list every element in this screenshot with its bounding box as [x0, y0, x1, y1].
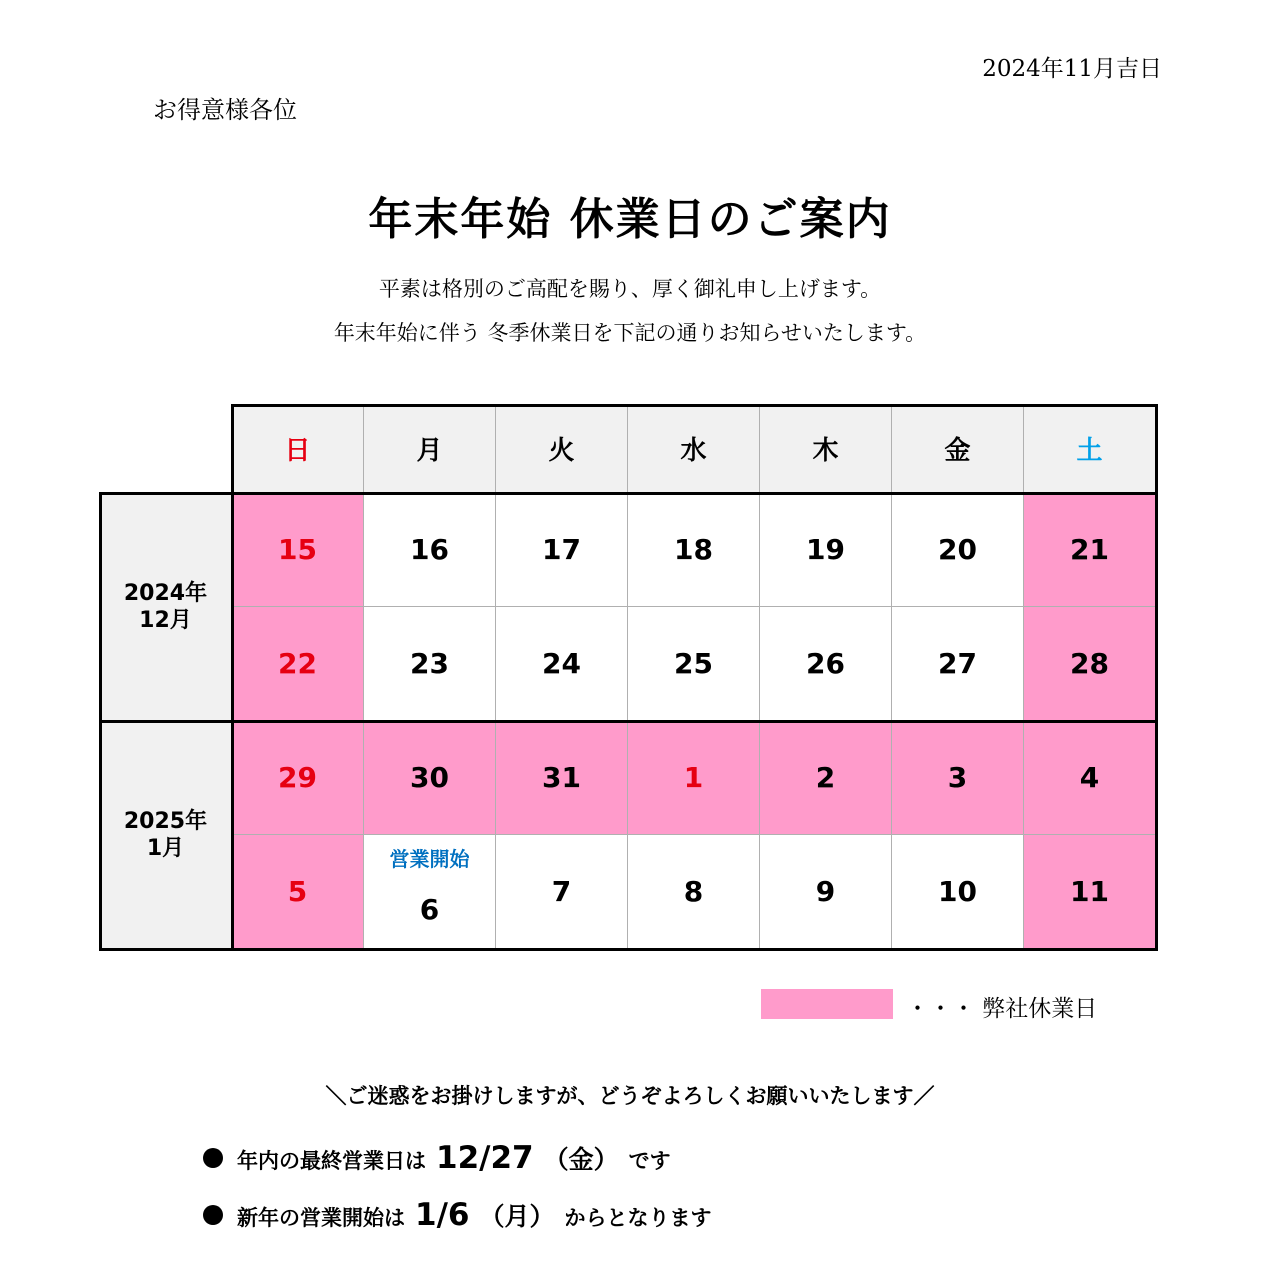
day-number: 6 — [419, 893, 440, 926]
day-cell: 9 — [760, 835, 892, 949]
day-cell: 20 — [892, 493, 1024, 607]
issue-date: 2024年11月吉日 — [982, 56, 1162, 82]
business-start-note — [203, 1197, 711, 1233]
bullet-weekday: （月） — [479, 1202, 555, 1231]
day-cell: 11 — [1024, 835, 1156, 949]
day-cell: 17 — [496, 493, 628, 607]
last-business-day-note — [203, 1140, 671, 1176]
weekday-header: 水 — [628, 405, 760, 493]
day-cell: 31 — [496, 721, 628, 835]
day-cell: 27 — [892, 607, 1024, 721]
day-cell: 22 — [232, 607, 364, 721]
weekday-header: 木 — [760, 405, 892, 493]
day-cell: 25 — [628, 607, 760, 721]
day-cell: 29 — [232, 721, 364, 835]
day-cell: 4 — [1024, 721, 1156, 835]
bullet-date: 1/6 — [415, 1197, 470, 1233]
month-label: 2024年 12月 — [100, 493, 232, 721]
day-cell: 19 — [760, 493, 892, 607]
day-cell: 21 — [1024, 493, 1156, 607]
day-cell: 5 — [232, 835, 364, 949]
weekday-header: 土 — [1024, 405, 1156, 493]
grid-border — [99, 948, 1158, 951]
day-cell: 16 — [364, 493, 496, 607]
day-cell — [364, 835, 496, 949]
page-title: 年末年始 休業日のご案内 — [368, 194, 892, 245]
legend-label: ・・・ 弊社休業日 — [906, 996, 1098, 1022]
day-cell: 28 — [1024, 607, 1156, 721]
bullet-suffix: です — [628, 1149, 671, 1173]
day-cell: 18 — [628, 493, 760, 607]
bullet-prefix: 年内の最終営業日は — [237, 1149, 426, 1173]
bullet-icon — [203, 1205, 223, 1225]
day-cell: 7 — [496, 835, 628, 949]
bullet-weekday: （金） — [543, 1145, 619, 1174]
weekday-header: 金 — [892, 405, 1024, 493]
business-start-label: 営業開始 — [389, 847, 470, 871]
bullet-suffix: からとなります — [564, 1206, 712, 1230]
day-cell: 2 — [760, 721, 892, 835]
closing-message: ＼ご迷惑をお掛けしますが、どうぞよろしくお願いいたします／ — [325, 1084, 935, 1108]
weekday-header: 火 — [496, 405, 628, 493]
legend-holiday-swatch — [761, 989, 893, 1019]
day-cell: 30 — [364, 721, 496, 835]
greeting-line-2: 年末年始に伴う 冬季休業日を下記の通りお知らせいたします。 — [333, 321, 927, 345]
day-cell: 15 — [232, 493, 364, 607]
day-cell: 10 — [892, 835, 1024, 949]
day-cell: 24 — [496, 607, 628, 721]
grid-border — [99, 492, 1158, 495]
grid-border — [1155, 404, 1158, 950]
bullet-prefix: 新年の営業開始は — [237, 1206, 405, 1230]
day-cell: 1 — [628, 721, 760, 835]
bullet-icon — [203, 1148, 223, 1168]
day-cell: 3 — [892, 721, 1024, 835]
day-cell: 23 — [364, 607, 496, 721]
month-label: 2025年 1月 — [100, 721, 232, 949]
salutation: お得意様各位 — [153, 96, 297, 124]
weekday-header: 月 — [364, 405, 496, 493]
grid-border — [99, 492, 102, 950]
greeting-line-1: 平素は格別のご高配を賜り、厚く御礼申し上げます。 — [378, 277, 882, 301]
grid-border — [231, 404, 1158, 407]
weekday-header: 日 — [232, 405, 364, 493]
grid-border — [231, 404, 234, 950]
grid-border — [99, 720, 1158, 723]
day-cell: 8 — [628, 835, 760, 949]
day-cell: 26 — [760, 607, 892, 721]
bullet-date: 12/27 — [436, 1140, 534, 1176]
